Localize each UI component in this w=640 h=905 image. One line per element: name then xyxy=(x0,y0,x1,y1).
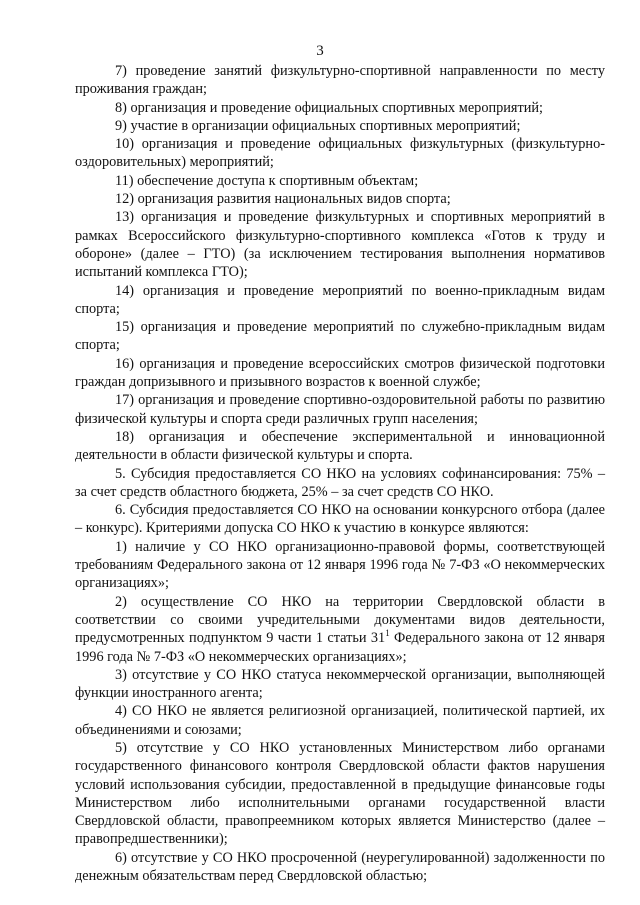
list-item-text: Федерального закона от 12 января 1996 года № 7-ФЗ «О некоммерческих организациях»; xyxy=(75,630,605,665)
list-item xyxy=(75,593,605,666)
page-number: 3 xyxy=(316,43,324,59)
list-item-text: 2) осуществление СО НКО на территории Свердловской области в соответствии со своими учредительными документами видов деятельности, предусмотренных подпунктом 9 части 1 статьи 31 xyxy=(75,593,605,647)
list-item: 7) проведение занятий физкультурно-спортивной направленности по месту проживания граждан; xyxy=(75,63,605,98)
list-item: 13) организация и проведение физкультурных и спортивных мероприятий в рамках Всероссийского физкультурно-спортивного комплекса «Готов к труду и обороне» (далее – ГТО) (за исключением тестирования выполнения нормативов испытаний комплекса ГТО); xyxy=(75,209,605,281)
list-item: 3) отсутствие у СО НКО статуса некоммерческой организации, выполняющей функции иностранного агента; xyxy=(75,666,605,702)
list-item: 11) обеспечение доступа к спортивным объектам; xyxy=(115,172,419,189)
list-item: 16) организация и проведение всероссийских смотров физической подготовки граждан допризывного и призывного возрастов к военной службе; xyxy=(75,355,605,391)
document-body xyxy=(75,62,605,885)
list-item: 10) организация и проведение официальных физкультурных (физкультурно-оздоровительных) мероприятий; xyxy=(75,136,605,171)
list-item: 14) организация и проведение мероприятий по военно-прикладным видам спорта; xyxy=(75,282,605,317)
list-item: 18) организация и обеспечение экспериментальной и инновационной деятельности в области физической культуры и спорта. xyxy=(75,428,605,464)
list-item: 1) наличие у СО НКО организационно-правовой формы, соответствующей требованиям Федерального закона от 12 января 1996 года № 7-ФЗ «О некоммерческих организациях»; xyxy=(75,538,605,592)
list-item: 6) отсутствие у СО НКО просроченной (неурегулированной) задолженности по денежным обязательствам перед Свердловской областью; xyxy=(75,849,605,885)
list-item: 12) организация развития национальных видов спорта; xyxy=(115,191,451,208)
list-item: 4) СО НКО не является религиозной организацией, политической партией, их объединениями и союзами; xyxy=(75,703,605,738)
superscript: 1 xyxy=(385,628,390,639)
list-item: 9) участие в организации официальных спортивных мероприятий; xyxy=(115,117,521,134)
list-item: 8) организация и проведение официальных спортивных мероприятий; xyxy=(115,99,544,116)
clause-paragraph: 5. Субсидия предоставляется СО НКО на условиях софинансирования: 75% – за счет средств областного бюджета, 25% – за счет средств СО НКО. xyxy=(75,465,605,500)
list-item: 5) отсутствие у СО НКО установленных Министерством либо органами государственного финансового контроля Свердловской области фактов нарушения условий использования субсидии, предоставленной в предыдущие финансовые годы Министерством либо исполнительными органами государственной власти Свердловской области, правопреемником которых является Министерство (далее – правопредшественники); xyxy=(75,739,605,848)
list-item: 17) организация и проведение спортивно-оздоровительной работы по развитию физической культуры и спорта среди различных групп населения; xyxy=(75,392,605,427)
clause-paragraph: 6. Субсидия предоставляется СО НКО на основании конкурсного отбора (далее – конкурс). Критериями допуска СО НКО к участию в конкурсе являются: xyxy=(75,502,605,537)
list-item: 15) организация и проведение мероприятий по служебно-прикладным видам спорта; xyxy=(75,319,605,354)
